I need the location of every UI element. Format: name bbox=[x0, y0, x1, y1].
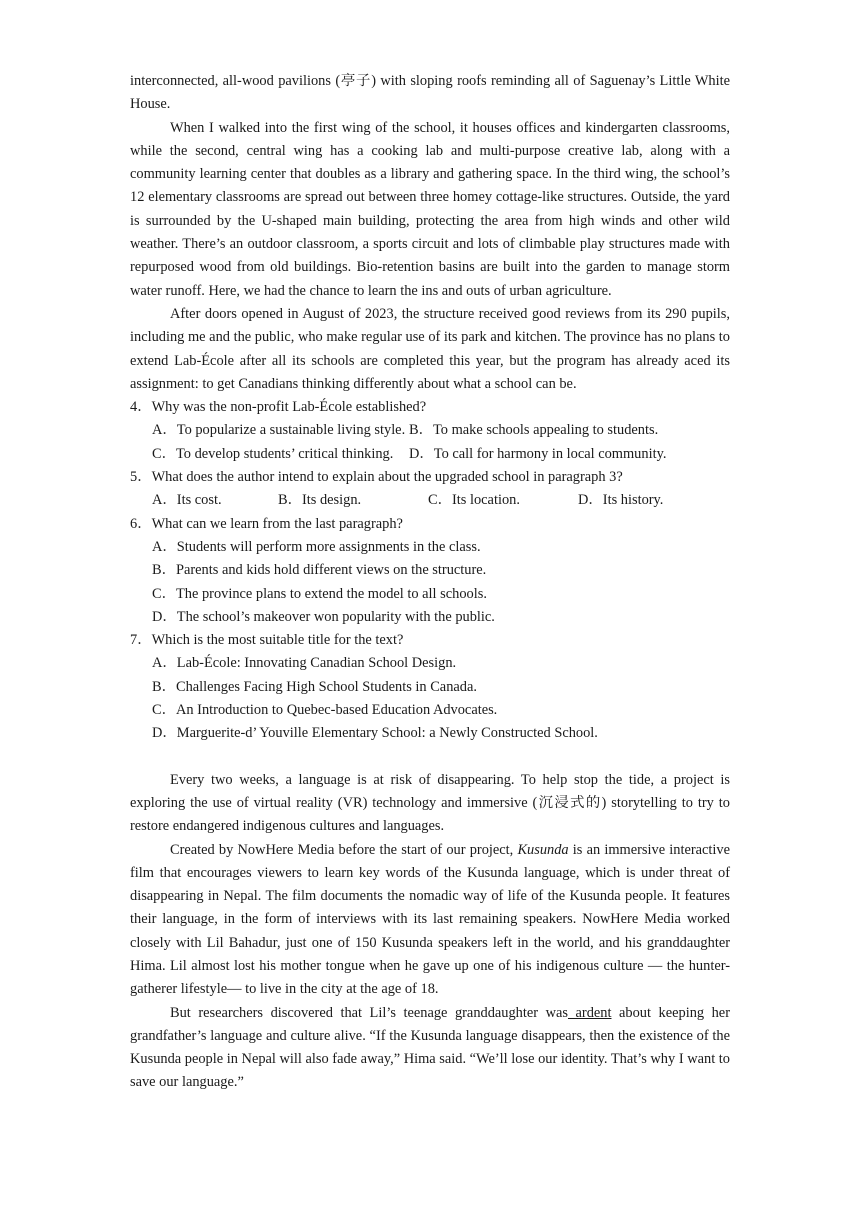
question-stem: 4．Why was the non-profit Lab-École established? bbox=[130, 399, 427, 416]
option-b: B．Parents and kids hold different views on the structure. bbox=[152, 562, 487, 579]
question-6 bbox=[130, 513, 730, 629]
option-d: D．Its history. bbox=[578, 492, 664, 509]
question-4 bbox=[130, 396, 730, 466]
option-a: A．Its cost. bbox=[152, 492, 222, 509]
option-d: D．The school’s makeover won popularity with the public. bbox=[152, 608, 495, 625]
option-a: A．To popularize a sustainable living style. bbox=[152, 422, 406, 439]
film-title: Kusunda bbox=[517, 841, 569, 858]
paragraph-text: about keeping her grandfather’s language and culture alive. “If the Kusunda language disappears, then the existence of the Kusunda people in Nepal will also fade away,” Hima said. “We’ll lose our identity. That’s why I want to save our language.” bbox=[130, 1004, 730, 1091]
question-5 bbox=[130, 466, 730, 513]
underlined-word: ardent bbox=[567, 1004, 612, 1021]
paragraph: After doors opened in August of 2023, the structure received good reviews from its 290 pupils, including me and the public, who make regular use of its park and kitchen. The province has no plans to extend Lab-École after all its schools are completed this year, but the program has already aced its assignment: to get Canadians thinking differently about what a school can be. bbox=[130, 305, 730, 392]
question-stem: 6．What can we learn from the last paragraph? bbox=[130, 515, 403, 532]
question-stem: 5．What does the author intend to explain about the upgraded school in paragraph 3? bbox=[130, 469, 623, 486]
options-row bbox=[152, 443, 730, 466]
option-c: C．The province plans to extend the model to all schools. bbox=[152, 585, 487, 602]
options-row bbox=[152, 489, 730, 512]
option-b: B．To make schools appealing to students. bbox=[409, 422, 659, 439]
paragraph bbox=[130, 1002, 730, 1095]
option-a: A．Lab-École: Innovating Canadian School Design. bbox=[152, 655, 457, 672]
paragraph-text: But researchers discovered that Lil’s teenage granddaughter was bbox=[170, 1004, 568, 1021]
question-stem: 7．Which is the most suitable title for the text? bbox=[130, 632, 404, 649]
option-b: B．Challenges Facing High School Students in Canada. bbox=[152, 678, 477, 695]
option-c: C．An Introduction to Quebec-based Education Advocates. bbox=[152, 702, 498, 719]
paragraph: When I walked into the first wing of the school, it houses offices and kindergarten classrooms, while the second, central wing has a cooking lab and multi-purpose creative lab, along with a community learning center that doubles as a library and gathering space. In the third wing, the school’s 12 elementary classrooms are spread out between three homey cottage-like structures. Outside, the yard is surrounded by the U-shaped main building, protecting the area from high winds and other wild weather. There’s an outdoor classroom, a sports circuit and lots of climbable play structures made with repurposed wood from old buildings. Bio-retention basins are built into the garden to manage storm water runoff. Here, we had the chance to learn the ins and outs of urban agriculture. bbox=[130, 119, 730, 299]
paragraph: interconnected, all-wood pavilions (亭子) with sloping roofs reminding all of Saguenay’s Little White House. bbox=[130, 73, 730, 113]
paragraph: Every two weeks, a language is at risk of disappearing. To help stop the tide, a project is exploring the use of virtual reality (VR) technology and immersive (沉浸式的) storytelling to try to restore endangered indigenous cultures and languages. bbox=[130, 771, 730, 835]
option-c: C．To develop students’ critical thinking. bbox=[152, 445, 394, 462]
paragraph-text: is an immersive interactive film that encourages viewers to learn key words of the Kusunda language, which is under threat of disappearing in Nepal. The film documents the nomadic way of life of the Kusunda people. It features their language, in the form of interviews with its last remaining speakers. NowHere Media worked closely with Lil Bahadur, just one of 150 Kusunda speakers left in the world, and his granddaughter Hima. Lil almost lost his mother tongue when he gave up one of his indigenous culture — the hunter-gatherer lifestyle— to live in the city at the age of 18. bbox=[130, 841, 730, 998]
options-row bbox=[152, 419, 730, 442]
paragraph-text: Created by NowHere Media before the start of our project, bbox=[170, 841, 518, 858]
question-7 bbox=[130, 629, 730, 745]
option-d: D．Marguerite-d’ Youville Elementary School: a Newly Constructed School. bbox=[152, 725, 598, 742]
option-b: B．Its design. bbox=[278, 492, 362, 509]
option-d: D．To call for harmony in local community. bbox=[409, 445, 667, 462]
section-gap bbox=[130, 746, 730, 769]
option-c: C．Its location. bbox=[428, 492, 520, 509]
paragraph bbox=[130, 839, 730, 1002]
option-a: A．Students will perform more assignments in the class. bbox=[152, 538, 481, 555]
document-page bbox=[130, 70, 730, 1095]
